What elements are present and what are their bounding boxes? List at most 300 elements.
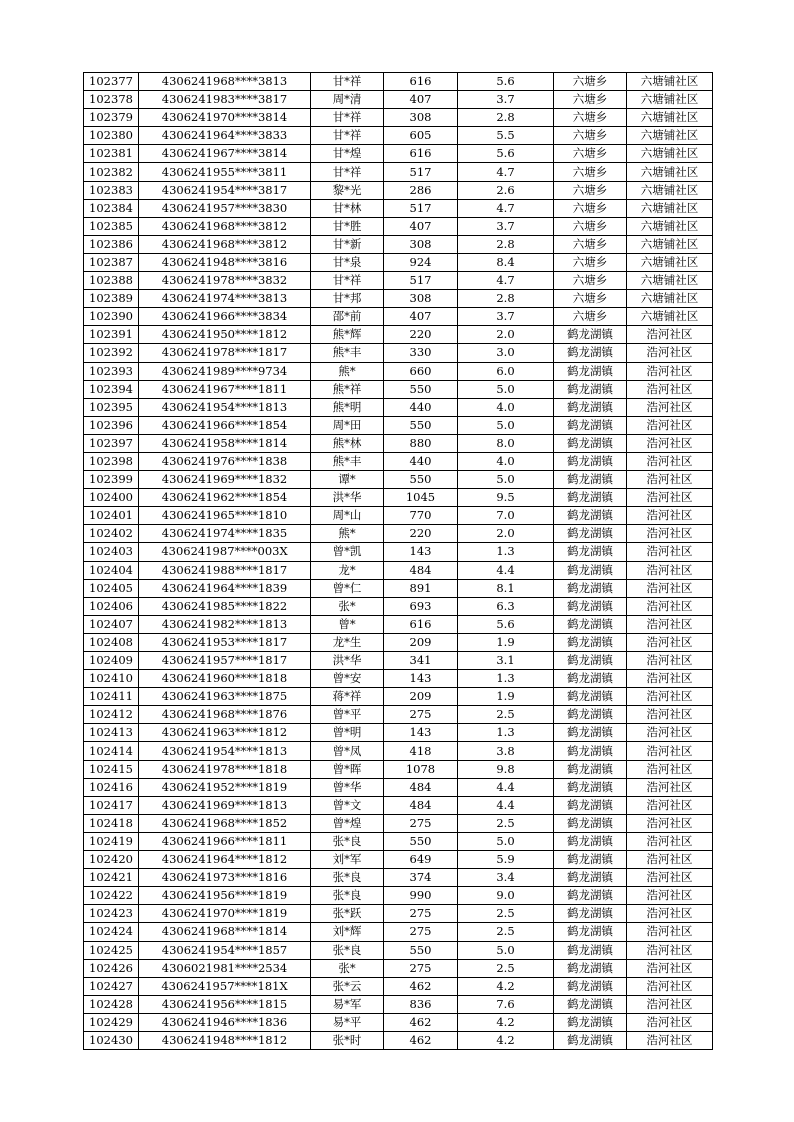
area-cell: 2.8 [458, 109, 554, 127]
id-number-cell: 4306241956****1815 [139, 995, 311, 1013]
community-cell: 浩河社区 [627, 742, 713, 760]
id-number-cell: 4306241978****1818 [139, 760, 311, 778]
name-cell: 洪*华 [311, 489, 384, 507]
area-cell: 5.6 [458, 615, 554, 633]
table-row [84, 561, 713, 579]
record-id-cell: 102394 [84, 380, 139, 398]
table-row [84, 977, 713, 995]
table-row [84, 253, 713, 271]
table-row [84, 778, 713, 796]
id-number-cell: 4306241958****1814 [139, 434, 311, 452]
id-number-cell: 4306241954****1857 [139, 941, 311, 959]
community-cell: 浩河社区 [627, 615, 713, 633]
name-cell: 甘*林 [311, 199, 384, 217]
amount-cell: 990 [384, 887, 458, 905]
area-cell: 3.8 [458, 742, 554, 760]
township-cell: 鹤龙湖镇 [554, 832, 627, 850]
table-row [84, 760, 713, 778]
table-row [84, 615, 713, 633]
table-row [84, 507, 713, 525]
record-id-cell: 102399 [84, 471, 139, 489]
amount-cell: 462 [384, 1031, 458, 1049]
id-number-cell: 4306241960****1818 [139, 670, 311, 688]
record-id-cell: 102406 [84, 597, 139, 615]
township-cell: 鹤龙湖镇 [554, 724, 627, 742]
table-row [84, 127, 713, 145]
record-id-cell: 102385 [84, 217, 139, 235]
record-id-cell: 102378 [84, 91, 139, 109]
record-id-cell: 102414 [84, 742, 139, 760]
area-cell: 9.5 [458, 489, 554, 507]
record-id-cell: 102400 [84, 489, 139, 507]
id-number-cell: 4306241965****1810 [139, 507, 311, 525]
township-cell: 鹤龙湖镇 [554, 941, 627, 959]
record-id-cell: 102404 [84, 561, 139, 579]
area-cell: 1.9 [458, 633, 554, 651]
record-id-cell: 102393 [84, 362, 139, 380]
community-cell: 浩河社区 [627, 778, 713, 796]
area-cell: 2.0 [458, 326, 554, 344]
community-cell: 六塘铺社区 [627, 127, 713, 145]
area-cell: 4.2 [458, 1031, 554, 1049]
table-row [84, 398, 713, 416]
record-id-cell: 102389 [84, 290, 139, 308]
amount-cell: 275 [384, 814, 458, 832]
township-cell: 鹤龙湖镇 [554, 760, 627, 778]
community-cell: 六塘铺社区 [627, 109, 713, 127]
township-cell: 六塘乡 [554, 109, 627, 127]
record-id-cell: 102424 [84, 923, 139, 941]
name-cell: 张*良 [311, 941, 384, 959]
name-cell: 张* [311, 597, 384, 615]
amount-cell: 209 [384, 633, 458, 651]
township-cell: 鹤龙湖镇 [554, 995, 627, 1013]
township-cell: 鹤龙湖镇 [554, 452, 627, 470]
amount-cell: 275 [384, 959, 458, 977]
record-id-cell: 102391 [84, 326, 139, 344]
table-row [84, 706, 713, 724]
name-cell: 邵*前 [311, 308, 384, 326]
township-cell: 鹤龙湖镇 [554, 507, 627, 525]
community-cell: 浩河社区 [627, 579, 713, 597]
name-cell: 蒋*祥 [311, 688, 384, 706]
id-number-cell: 4306241948****1812 [139, 1031, 311, 1049]
area-cell: 8.4 [458, 253, 554, 271]
id-number-cell: 4306241974****3813 [139, 290, 311, 308]
community-cell: 浩河社区 [627, 471, 713, 489]
community-cell: 六塘铺社区 [627, 235, 713, 253]
table-row [84, 941, 713, 959]
amount-cell: 418 [384, 742, 458, 760]
name-cell: 甘*煌 [311, 145, 384, 163]
community-cell: 六塘铺社区 [627, 91, 713, 109]
record-id-cell: 102412 [84, 706, 139, 724]
id-number-cell: 4306241964****3833 [139, 127, 311, 145]
name-cell: 曾* [311, 615, 384, 633]
table-row [84, 851, 713, 869]
name-cell: 谭* [311, 471, 384, 489]
community-cell: 浩河社区 [627, 1031, 713, 1049]
table-row [84, 217, 713, 235]
community-cell: 浩河社区 [627, 977, 713, 995]
area-cell: 2.0 [458, 525, 554, 543]
record-id-cell: 102408 [84, 633, 139, 651]
name-cell: 熊*丰 [311, 344, 384, 362]
table-row [84, 959, 713, 977]
township-cell: 鹤龙湖镇 [554, 597, 627, 615]
community-cell: 浩河社区 [627, 670, 713, 688]
record-id-cell: 102423 [84, 905, 139, 923]
table-row [84, 1031, 713, 1049]
table-row [84, 869, 713, 887]
area-cell: 4.4 [458, 778, 554, 796]
record-id-cell: 102386 [84, 235, 139, 253]
record-id-cell: 102388 [84, 272, 139, 290]
table-row [84, 326, 713, 344]
amount-cell: 275 [384, 923, 458, 941]
area-cell: 4.4 [458, 796, 554, 814]
name-cell: 甘*邦 [311, 290, 384, 308]
township-cell: 鹤龙湖镇 [554, 742, 627, 760]
table-row [84, 814, 713, 832]
name-cell: 周*山 [311, 507, 384, 525]
community-cell: 六塘铺社区 [627, 163, 713, 181]
community-cell: 浩河社区 [627, 380, 713, 398]
amount-cell: 275 [384, 706, 458, 724]
id-number-cell: 4306241968****3812 [139, 235, 311, 253]
amount-cell: 209 [384, 688, 458, 706]
amount-cell: 462 [384, 1013, 458, 1031]
community-cell: 浩河社区 [627, 832, 713, 850]
name-cell: 洪*华 [311, 652, 384, 670]
community-cell: 浩河社区 [627, 688, 713, 706]
table-row [84, 995, 713, 1013]
record-id-cell: 102421 [84, 869, 139, 887]
township-cell: 六塘乡 [554, 290, 627, 308]
table-row [84, 832, 713, 850]
record-id-cell: 102422 [84, 887, 139, 905]
name-cell: 甘*祥 [311, 163, 384, 181]
township-cell: 六塘乡 [554, 73, 627, 91]
name-cell: 甘*祥 [311, 127, 384, 145]
id-number-cell: 4306241966****1854 [139, 416, 311, 434]
amount-cell: 275 [384, 905, 458, 923]
id-number-cell: 4306241956****1819 [139, 887, 311, 905]
name-cell: 甘*祥 [311, 109, 384, 127]
area-cell: 4.2 [458, 977, 554, 995]
amount-cell: 143 [384, 543, 458, 561]
amount-cell: 308 [384, 290, 458, 308]
township-cell: 鹤龙湖镇 [554, 1031, 627, 1049]
id-number-cell: 4306241978****3832 [139, 272, 311, 290]
amount-cell: 220 [384, 326, 458, 344]
name-cell: 曾*仁 [311, 579, 384, 597]
community-cell: 浩河社区 [627, 814, 713, 832]
community-cell: 六塘铺社区 [627, 272, 713, 290]
table-row [84, 724, 713, 742]
table-row [84, 887, 713, 905]
amount-cell: 550 [384, 832, 458, 850]
community-cell: 浩河社区 [627, 525, 713, 543]
table-row [84, 73, 713, 91]
community-cell: 六塘铺社区 [627, 145, 713, 163]
record-id-cell: 102398 [84, 452, 139, 470]
id-number-cell: 4306241969****1813 [139, 796, 311, 814]
community-cell: 浩河社区 [627, 507, 713, 525]
id-number-cell: 4306241963****1875 [139, 688, 311, 706]
community-cell: 浩河社区 [627, 434, 713, 452]
community-cell: 六塘铺社区 [627, 181, 713, 199]
record-id-cell: 102387 [84, 253, 139, 271]
community-cell: 浩河社区 [627, 452, 713, 470]
community-cell: 浩河社区 [627, 561, 713, 579]
name-cell: 熊*辉 [311, 326, 384, 344]
name-cell: 周*田 [311, 416, 384, 434]
name-cell: 曾*平 [311, 706, 384, 724]
table-row [84, 905, 713, 923]
table-row [84, 923, 713, 941]
community-cell: 浩河社区 [627, 724, 713, 742]
name-cell: 张* [311, 959, 384, 977]
name-cell: 熊*祥 [311, 380, 384, 398]
table-row [84, 633, 713, 651]
community-cell: 六塘铺社区 [627, 73, 713, 91]
id-number-cell: 4306241966****1811 [139, 832, 311, 850]
id-number-cell: 4306241964****1839 [139, 579, 311, 597]
name-cell: 张*良 [311, 832, 384, 850]
amount-cell: 660 [384, 362, 458, 380]
township-cell: 鹤龙湖镇 [554, 489, 627, 507]
amount-cell: 143 [384, 724, 458, 742]
table-row [84, 670, 713, 688]
amount-cell: 836 [384, 995, 458, 1013]
amount-cell: 517 [384, 199, 458, 217]
area-cell: 4.2 [458, 1013, 554, 1031]
record-id-cell: 102418 [84, 814, 139, 832]
area-cell: 6.0 [458, 362, 554, 380]
records-table [83, 72, 713, 1050]
name-cell: 曾*文 [311, 796, 384, 814]
name-cell: 张*时 [311, 1031, 384, 1049]
community-cell: 浩河社区 [627, 905, 713, 923]
area-cell: 4.7 [458, 272, 554, 290]
area-cell: 8.0 [458, 434, 554, 452]
area-cell: 1.9 [458, 688, 554, 706]
table-row [84, 652, 713, 670]
community-cell: 浩河社区 [627, 326, 713, 344]
name-cell: 易*军 [311, 995, 384, 1013]
table-row [84, 380, 713, 398]
community-cell: 六塘铺社区 [627, 253, 713, 271]
amount-cell: 341 [384, 652, 458, 670]
township-cell: 鹤龙湖镇 [554, 543, 627, 561]
township-cell: 鹤龙湖镇 [554, 959, 627, 977]
area-cell: 2.8 [458, 235, 554, 253]
amount-cell: 440 [384, 398, 458, 416]
table-row [84, 579, 713, 597]
id-number-cell: 4306241976****1838 [139, 452, 311, 470]
community-cell: 浩河社区 [627, 398, 713, 416]
township-cell: 六塘乡 [554, 272, 627, 290]
table-row [84, 91, 713, 109]
name-cell: 甘*祥 [311, 73, 384, 91]
amount-cell: 308 [384, 109, 458, 127]
amount-cell: 407 [384, 91, 458, 109]
amount-cell: 550 [384, 941, 458, 959]
record-id-cell: 102415 [84, 760, 139, 778]
table-row [84, 434, 713, 452]
table-row [84, 344, 713, 362]
id-number-cell: 4306241968****1814 [139, 923, 311, 941]
name-cell: 刘*辉 [311, 923, 384, 941]
id-number-cell: 4306241973****1816 [139, 869, 311, 887]
amount-cell: 605 [384, 127, 458, 145]
amount-cell: 517 [384, 163, 458, 181]
township-cell: 六塘乡 [554, 181, 627, 199]
area-cell: 2.8 [458, 290, 554, 308]
amount-cell: 770 [384, 507, 458, 525]
name-cell: 熊* [311, 362, 384, 380]
id-number-cell: 4306241967****3814 [139, 145, 311, 163]
area-cell: 6.3 [458, 597, 554, 615]
township-cell: 六塘乡 [554, 163, 627, 181]
table-row [84, 272, 713, 290]
area-cell: 4.0 [458, 452, 554, 470]
amount-cell: 484 [384, 778, 458, 796]
name-cell: 熊*林 [311, 434, 384, 452]
area-cell: 2.5 [458, 706, 554, 724]
table-row [84, 181, 713, 199]
name-cell: 易*平 [311, 1013, 384, 1031]
township-cell: 六塘乡 [554, 308, 627, 326]
township-cell: 鹤龙湖镇 [554, 525, 627, 543]
id-number-cell: 4306241968****3812 [139, 217, 311, 235]
township-cell: 六塘乡 [554, 127, 627, 145]
name-cell: 熊* [311, 525, 384, 543]
township-cell: 六塘乡 [554, 145, 627, 163]
id-number-cell: 4306241989****9734 [139, 362, 311, 380]
township-cell: 鹤龙湖镇 [554, 851, 627, 869]
amount-cell: 616 [384, 615, 458, 633]
area-cell: 3.7 [458, 308, 554, 326]
area-cell: 1.3 [458, 543, 554, 561]
id-number-cell: 4306241985****1822 [139, 597, 311, 615]
township-cell: 鹤龙湖镇 [554, 633, 627, 651]
record-id-cell: 102382 [84, 163, 139, 181]
name-cell: 曾*煌 [311, 814, 384, 832]
record-id-cell: 102403 [84, 543, 139, 561]
township-cell: 鹤龙湖镇 [554, 380, 627, 398]
id-number-cell: 4306241954****1813 [139, 742, 311, 760]
community-cell: 六塘铺社区 [627, 290, 713, 308]
township-cell: 鹤龙湖镇 [554, 362, 627, 380]
amount-cell: 308 [384, 235, 458, 253]
township-cell: 六塘乡 [554, 217, 627, 235]
township-cell: 鹤龙湖镇 [554, 416, 627, 434]
community-cell: 浩河社区 [627, 995, 713, 1013]
record-id-cell: 102395 [84, 398, 139, 416]
id-number-cell: 4306241970****3814 [139, 109, 311, 127]
name-cell: 甘*祥 [311, 272, 384, 290]
amount-cell: 880 [384, 434, 458, 452]
area-cell: 3.7 [458, 217, 554, 235]
amount-cell: 924 [384, 253, 458, 271]
amount-cell: 693 [384, 597, 458, 615]
area-cell: 3.0 [458, 344, 554, 362]
name-cell: 张*良 [311, 887, 384, 905]
township-cell: 鹤龙湖镇 [554, 670, 627, 688]
area-cell: 3.7 [458, 91, 554, 109]
name-cell: 龙* [311, 561, 384, 579]
amount-cell: 517 [384, 272, 458, 290]
township-cell: 鹤龙湖镇 [554, 706, 627, 724]
record-id-cell: 102409 [84, 652, 139, 670]
community-cell: 六塘铺社区 [627, 199, 713, 217]
name-cell: 曾*华 [311, 778, 384, 796]
amount-cell: 143 [384, 670, 458, 688]
amount-cell: 1045 [384, 489, 458, 507]
community-cell: 浩河社区 [627, 416, 713, 434]
community-cell: 浩河社区 [627, 887, 713, 905]
name-cell: 曾*凤 [311, 742, 384, 760]
record-id-cell: 102425 [84, 941, 139, 959]
table-row [84, 471, 713, 489]
amount-cell: 484 [384, 561, 458, 579]
amount-cell: 550 [384, 416, 458, 434]
name-cell: 黎*光 [311, 181, 384, 199]
amount-cell: 550 [384, 471, 458, 489]
record-id-cell: 102380 [84, 127, 139, 145]
name-cell: 曾*晖 [311, 760, 384, 778]
township-cell: 鹤龙湖镇 [554, 326, 627, 344]
area-cell: 2.6 [458, 181, 554, 199]
table-row [84, 796, 713, 814]
record-id-cell: 102402 [84, 525, 139, 543]
id-number-cell: 4306241953****1817 [139, 633, 311, 651]
area-cell: 2.5 [458, 905, 554, 923]
id-number-cell: 4306241967****1811 [139, 380, 311, 398]
record-id-cell: 102420 [84, 851, 139, 869]
record-id-cell: 102383 [84, 181, 139, 199]
id-number-cell: 4306241968****1876 [139, 706, 311, 724]
name-cell: 熊*明 [311, 398, 384, 416]
township-cell: 鹤龙湖镇 [554, 344, 627, 362]
amount-cell: 550 [384, 380, 458, 398]
record-id-cell: 102417 [84, 796, 139, 814]
record-id-cell: 102405 [84, 579, 139, 597]
record-id-cell: 102384 [84, 199, 139, 217]
id-number-cell: 4306241978****1817 [139, 344, 311, 362]
township-cell: 鹤龙湖镇 [554, 471, 627, 489]
area-cell: 5.6 [458, 145, 554, 163]
id-number-cell: 4306241950****1812 [139, 326, 311, 344]
amount-cell: 440 [384, 452, 458, 470]
id-number-cell: 4306241954****3817 [139, 181, 311, 199]
area-cell: 3.4 [458, 869, 554, 887]
name-cell: 龙*生 [311, 633, 384, 651]
name-cell: 曾*明 [311, 724, 384, 742]
id-number-cell: 4306241964****1812 [139, 851, 311, 869]
table-row [84, 308, 713, 326]
community-cell: 浩河社区 [627, 941, 713, 959]
amount-cell: 891 [384, 579, 458, 597]
township-cell: 鹤龙湖镇 [554, 923, 627, 941]
township-cell: 鹤龙湖镇 [554, 887, 627, 905]
township-cell: 六塘乡 [554, 199, 627, 217]
table-row [84, 1013, 713, 1031]
record-id-cell: 102392 [84, 344, 139, 362]
area-cell: 1.3 [458, 670, 554, 688]
